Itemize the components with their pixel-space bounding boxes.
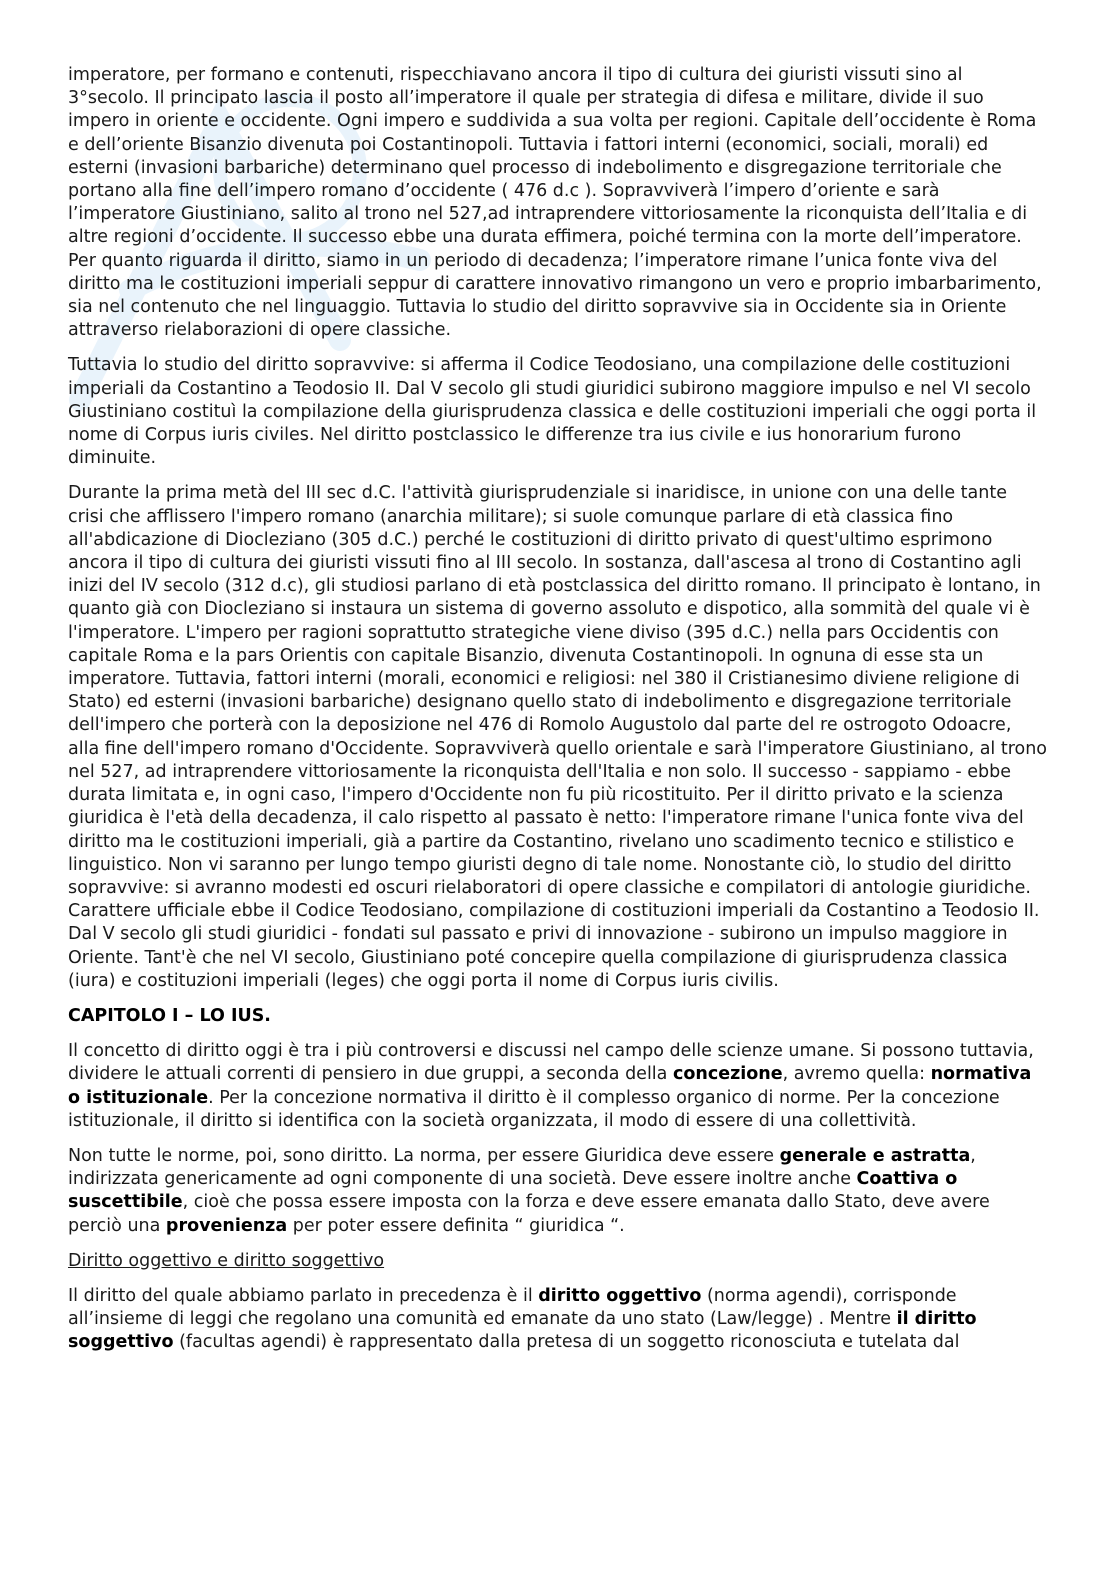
paragraph-3: Durante la prima metà del III sec d.C. l'attività giurisprudenziale si inaridisce, in unione con una delle tante crisi che afflissero l'impero romano (anarchia militare); si suole comunque parlare di età classica fino all'abdicazione di Diocleziano (305 d.C.) perché le costituzioni di diritto privato di quest'ultimo esprimono ancora il tipo di cultura dei giuristi vissuti fino al III secolo. In sostanza, dall'ascesa al trono di Costantino agli inizi del IV secolo (312 d.c), gli studiosi parlano di età postclassica del diritto romano. Il principato è lontano, in quanto già con Diocleziano si instaura un sistema di governo assoluto e dispotico, alla sommità del quale vi è l'imperatore. L'impero per ragioni soprattutto strategiche viene diviso (395 d.C.) nella pars Occidentis con capitale Roma e la pars Orientis con capitale Bisanzio, divenuta Costantinopoli. In ognuna di esse sta un imperatore. Tuttavia, fattori interni (morali, economici e religiosi: nel 380 il Cristianesimo diviene religione di Stato) ed esterni (invasioni barbariche) designano quello stato di indebolimento e disgregazione territoriale dell'impero che porterà con la deposizione nel 476 di Romolo Augustolo dal parte del re ostrogoto Odoacre, alla fine dell'impero romano d'Occidente. Sopravviverà quello orientale e sarà l'imperatore Giustiniano, al trono nel 527, ad intraprendere vittoriosamente la riconquista dell'Italia e non solo. Il successo - sappiamo - ebbe durata limitata e, in ogni caso, l'impero d'Occidente non fu più ricostituito. Per il diritto privato e la scienza giuridica è l'età della decadenza, il calo rispetto al passato è netto: l'imperatore rimane l'unica fonte viva del diritto ma le costituzioni imperiali, già a partire da Costantino, rivelano uno scadimento tecnico e stilistico e linguistico. Non vi saranno per lungo tempo giuristi degno di tale nome. Nonostante ciò, lo studio del diritto sopravvive: si avranno modesti ed oscuri rielaboratori di opere classiche e compilatori di antologie giuridiche. Carattere ufficiale ebbe il Codice Teodosiano, compilazione di costituzioni imperiali da Costantino a Teodosio II. Dal V secolo gli studi giuridici - fondati sul passato e privi di innovazione - subirono un impulso maggiore in Oriente. Tant'è che nel VI secolo, Giustiniano poté concepire quella compilazione di giurisprudenza classica (iura) e costituzioni imperiali (leges) che oggi porta il nome di Corpus iuris civilis. [68, 483, 1048, 991]
paragraph-5: Non tutte le norme, poi, sono diritto. La norma, per essere Giuridica deve essere generale e astratta, indirizzata genericamente ad ogni componente di una società. Deve essere inoltre anche Coattiva o suscettibile, cioè che possa essere imposta con la forza e deve essere emanata dallo Stato, deve avere perciò una provenienza per poter essere definita “ giuridica “. [68, 1145, 990, 1236]
bold-term: diritto oggettivo [538, 1285, 702, 1306]
bold-term: concezione [672, 1064, 783, 1085]
paragraph-1: imperatore, per formano e contenuti, rispecchiavano ancora il tipo di cultura dei giuristi vissuti sino al 3°secolo. Il principato lascia il posto all’imperatore il quale per strategia di difesa e militare, divide il suo impero in oriente e occidente. Ogni impero e suddivida a sua volta per regioni. Capitale dell’occidente è Roma e dell’oriente Bisanzio divenuta poi Costantinopoli. Tuttavia i fattori interni (economici, sociali, morali) ed esterni (invasioni barbariche) determinano quel processo di indebolimento e disgregazione territoriale che portano alla fine dell’impero romano d’occidente ( 476 d.c ). Sopravviverà l’impero d’oriente e sarà l’imperatore Giustiniano, salito al trono nel 527,ad intraprendere vittoriosamente la riconquista dell’Italia e di altre regioni d’occidente. Il successo ebbe una durata effimera, poiché termina con la morte dell’imperatore. Per quanto riguarda il diritto, siamo in un periodo di decadenza; l’imperatore rimane l’unica fonte viva del diritto ma le costituzioni imperiali seppur di carattere innovativo rimangono un vero e proprio imbarbarimento, sia nel contenuto che nel linguaggio. Tuttavia lo studio del diritto sopravvive sia in Occidente sia in Oriente attraverso rielaborazioni di opere classiche. [68, 65, 1042, 341]
bold-term: generale e astratta [779, 1145, 971, 1166]
paragraph-6: Il diritto del quale abbiamo parlato in precedenza è il diritto oggettivo (norma agendi), corrisponde all’insieme di leggi che regolano una comunità ed emanate da uno stato (Law/legge) . Mentre il diritto soggettivo (facultas agendi) è rappresentato dalla pretesa di un soggetto riconosciuta e tutelata dal [68, 1285, 977, 1353]
chapter-heading: CAPITOLO I – LO IUS. [68, 1005, 271, 1026]
bold-term: Coattiva o suscettibile [68, 1169, 958, 1213]
bold-term: il diritto soggettivo [68, 1309, 977, 1353]
paragraph-2: Tuttavia lo studio del diritto sopravvive: si afferma il Codice Teodosiano, una compilazione delle costituzioni imperiali da Costantino a Teodosio II. Dal V secolo gli studi giuridici subirono maggiore impulso e nel VI secolo Giustiniano costituì la compilazione della giurisprudenza classica e delle costituzioni imperiali che oggi porta il nome di Corpus iuris civiles. Nel diritto postclassico le differenze tra ius civile e ius honorarium furono diminuite. [68, 355, 1037, 469]
subheading: Diritto oggettivo e diritto soggettivo [68, 1250, 385, 1271]
paragraph-4: Il concetto di diritto oggi è tra i più controversi e discussi nel campo delle scienze umane. Si possono tuttavia, dividere le attuali correnti di pensiero in due gruppi, a seconda della concezione, avremo quella: normativa o istituzionale. Per la concezione normativa il diritto è il complesso organico di norme. Per la concezione istituzionale, il diritto si identifica con la società organizzata, il modo di essere di una collettività. [68, 1041, 1034, 1131]
bold-term: provenienza [165, 1215, 288, 1236]
document-page [68, 64, 1048, 1367]
bold-term: normativa o istituzionale [68, 1064, 1032, 1108]
